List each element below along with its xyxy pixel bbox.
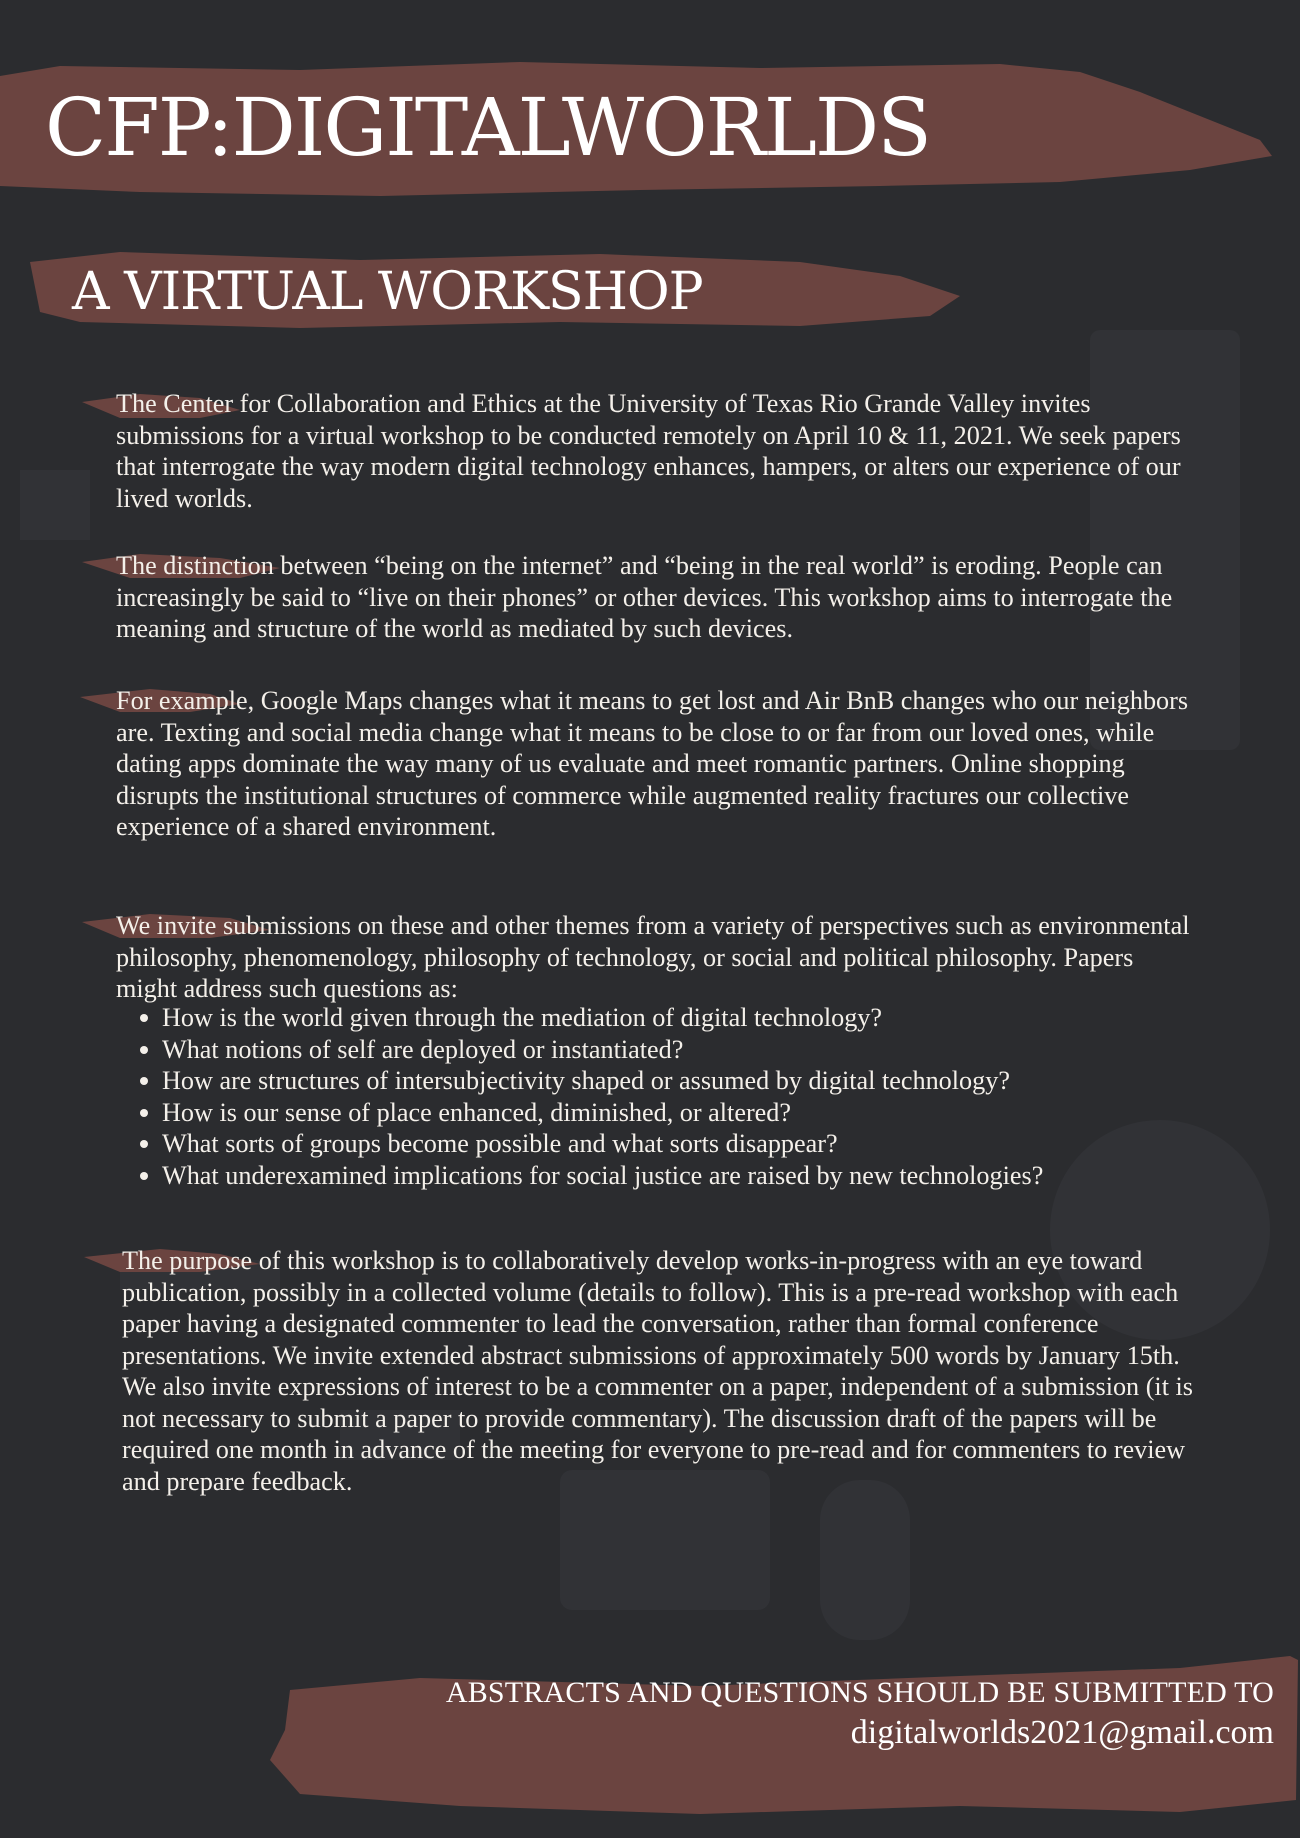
bullet-icon <box>140 1172 148 1180</box>
submission-instruction: ABSTRACTS AND QUESTIONS SHOULD BE SUBMITTED TO <box>445 1676 1274 1709</box>
page-subtitle: A VIRTUAL WORKSHOP <box>72 262 703 322</box>
distinction-paragraph: The distinction between “being on the internet” and “being in the real world” is eroding. People can increasingly be said to “live on their phones” or other devices. This workshop aims to interrogate the meaning and structure of the world as mediated by such devices. <box>116 551 1173 643</box>
question-text: How are structures of intersubjectivity shaped or assumed by digital technology? <box>162 1066 1010 1095</box>
examples-paragraph: For example, Google Maps changes what it means to get lost and Air BnB changes who our neighbors are. Texting and social media change what it means to be close to or far from our loved ones, while dating apps dominate the way many of us evaluate and meet romantic partners. Online shopping disrupts the institutional structures of commerce while augmented reality fractures our collective experience of a shared environment. <box>116 686 1189 841</box>
question-text: What notions of self are deployed or instantiated? <box>162 1034 684 1064</box>
question-text: How is the world given through the mediation of digital technology? <box>162 1003 883 1032</box>
bullet-icon <box>140 1046 148 1054</box>
invitation-paragraph: We invite submissions on these and other themes from a variety of perspectives such as environmental philosophy, phenomenology, philosophy of technology, or social and political philosophy. Papers might address such questions as: <box>116 911 1190 1003</box>
question-text: How is our sense of place enhanced, diminished, or altered? <box>162 1097 792 1127</box>
bullet-icon <box>140 1077 148 1085</box>
question-text: What sorts of groups become possible and what sorts disappear? <box>162 1129 838 1158</box>
question-text: What underexamined implications for social justice are raised by new technologies? <box>162 1160 1044 1190</box>
list-item <box>140 1160 1210 1192</box>
bullet-icon <box>140 1109 148 1117</box>
page-title: CFP:DIGITALWORLDS <box>45 81 930 174</box>
list-item <box>140 1034 1210 1066</box>
list-item <box>140 1002 1210 1034</box>
purpose-paragraph: The purpose of this workshop is to collaboratively develop works-in-progress with an eye toward publication, possibly in a collected volume (details to follow). This is a pre-read workshop with each paper having a designated commenter to lead the conversation, rather than formal conference presentations. We invite extended abstract submissions of approximately 500 words by January 15th. We also invite expressions of interest to be a commenter on a paper, independent of a submission (it is not necessary to submit a paper to provide commentary). The discussion draft of the papers will be required one month in advance of the meeting for everyone to pre-read and for commenters to review and prepare feedback. <box>122 1246 1193 1496</box>
list-item <box>140 1097 1210 1129</box>
questions-list <box>140 1002 1210 1191</box>
bullet-icon <box>140 1140 148 1148</box>
intro-paragraph: The Center for Collaboration and Ethics at the University of Texas Rio Grande Valley invites submissions for a virtual workshop to be conducted remotely on April 10 & 11, 2021. We seek papers that interrogate the way modern digital technology enhances, hampers, or alters our experience of our lived worlds. <box>116 389 1181 513</box>
contact-email[interactable]: digitalworlds2021@gmail.com <box>850 1714 1274 1751</box>
list-item <box>140 1128 1210 1160</box>
submission-footer <box>446 1675 1274 1755</box>
bullet-icon <box>140 1014 148 1022</box>
list-item <box>140 1065 1210 1097</box>
